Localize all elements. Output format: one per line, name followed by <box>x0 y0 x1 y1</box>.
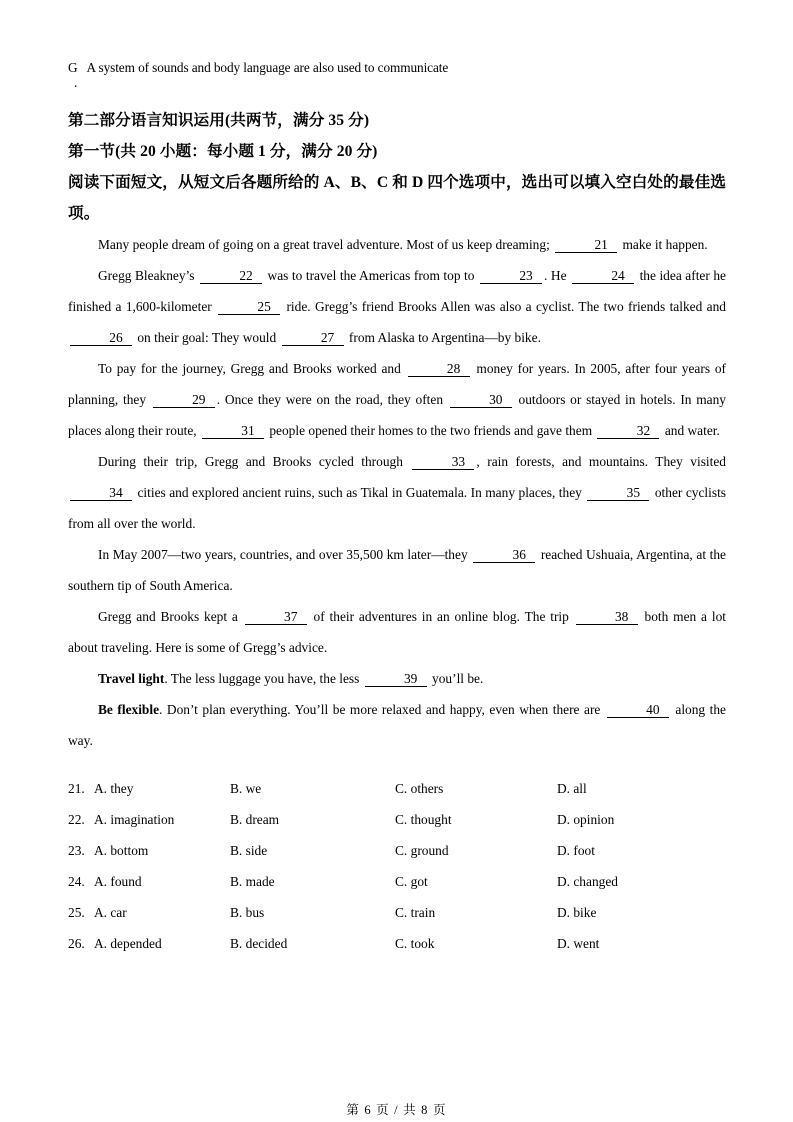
option-choice-b[interactable]: B. we <box>230 781 262 796</box>
carry-over-text: A system of sounds and body language are also used to communicate <box>86 60 449 75</box>
heading-instructions: 阅读下面短文，从短文后各题所给的 A、B、C 和 D 四个选项中，选出可以填入空白处的最佳选项。 <box>68 174 726 222</box>
option-choice-a[interactable]: A. found <box>94 874 142 889</box>
question-number: 24. <box>68 874 85 889</box>
passage-paragraph: Gregg and Brooks kept a 37 of their adventures in an online blog. The trip 38 both men a lot about traveling. Here is some of Gregg’s advice. <box>68 609 726 655</box>
option-choice-c[interactable]: C. took <box>395 936 435 951</box>
question-number: 21. <box>68 781 85 796</box>
option-choice-d[interactable]: D. all <box>557 781 587 796</box>
question-row <box>68 804 726 835</box>
answer-blank-22[interactable]: 22 <box>200 268 262 284</box>
stray-punctuation-mark: . <box>74 75 78 90</box>
heading-part-two: 第二部分语言知识运用(共两节，满分 35 分) <box>68 112 370 129</box>
answer-blank-34[interactable]: 34 <box>70 485 132 501</box>
answer-blank-37[interactable]: 37 <box>245 609 307 625</box>
answer-blank-40[interactable]: 40 <box>607 702 669 718</box>
answer-blank-29[interactable]: 29 <box>153 392 215 408</box>
advice-tip-label: Travel light <box>98 671 165 686</box>
passage-paragraph: During their trip, Gregg and Brooks cycled through 33 , rain forests, and mountains. They visited 34 cities and explored ancient ruins, such as Tikal in Guatemala. In many places, they 35 other cyclists from all over the world. <box>68 454 727 531</box>
answer-blank-21[interactable]: 21 <box>555 237 617 253</box>
answer-blank-25[interactable]: 25 <box>218 299 280 315</box>
option-choice-a[interactable]: A. imagination <box>94 812 175 827</box>
passage-paragraph: Travel light. The less luggage you have, the less 39 you’ll be. <box>98 671 484 686</box>
question-row <box>68 835 726 866</box>
option-choice-c[interactable]: C. others <box>395 781 444 796</box>
option-choice-d[interactable]: D. changed <box>557 874 618 889</box>
answer-blank-27[interactable]: 27 <box>282 330 344 346</box>
answer-blank-24[interactable]: 24 <box>572 268 634 284</box>
option-choice-c[interactable]: C. got <box>395 874 428 889</box>
question-number: 25. <box>68 905 85 920</box>
option-choice-d[interactable]: D. went <box>557 936 600 951</box>
passage-paragraph: Many people dream of going on a great travel adventure. Most of us keep dreaming; 21 make it happen. <box>98 237 708 252</box>
passage-paragraph: To pay for the journey, Gregg and Brooks worked and 28 money for years. In 2005, after four years of planning, they 29 . Once they were on the road, they often 30 outdoors or stayed in hotels. In many places along their route, 31 people opened their homes to the two friends and gave them 32 and water. <box>68 361 726 438</box>
question-options-list <box>68 773 726 959</box>
page-content <box>68 60 726 959</box>
answer-blank-39[interactable]: 39 <box>365 671 427 687</box>
answer-blank-26[interactable]: 26 <box>70 330 132 346</box>
option-choice-c[interactable]: C. train <box>395 905 436 920</box>
option-choice-a[interactable]: A. bottom <box>94 843 149 858</box>
answer-blank-33[interactable]: 33 <box>412 454 474 470</box>
answer-blank-35[interactable]: 35 <box>587 485 649 501</box>
answer-blank-31[interactable]: 31 <box>202 423 264 439</box>
answer-blank-32[interactable]: 32 <box>597 423 659 439</box>
carry-over-label: G <box>68 60 78 75</box>
passage-paragraph: Gregg Bleakney’s 22 was to travel the Americas from top to 23 . He 24 the idea after he finished a 1,600-kilometer 25 ride. Gregg’s friend Brooks Allen was also a cyclist. The two friends talked and 26 on their goal: They would 27 from Alaska to Argentina—by bike. <box>68 268 727 345</box>
question-number: 22. <box>68 812 85 827</box>
option-choice-b[interactable]: B. made <box>230 874 275 889</box>
question-row <box>68 928 726 959</box>
option-choice-b[interactable]: B. dream <box>230 812 280 827</box>
answer-blank-36[interactable]: 36 <box>473 547 535 563</box>
question-number: 23. <box>68 843 85 858</box>
option-choice-d[interactable]: D. opinion <box>557 812 615 827</box>
option-choice-c[interactable]: C. thought <box>395 812 452 827</box>
option-choice-a[interactable]: A. car <box>94 905 127 920</box>
page-footer: 第 6 页 / 共 8 页 <box>346 1103 447 1117</box>
passage-paragraph: Be flexible. Don’t plan everything. You’ll be more relaxed and happy, even when there are 40 along the way. <box>68 702 726 748</box>
heading-section-one: 第一节(共 20 小题：每小题 1 分，满分 20 分) <box>68 143 378 160</box>
option-choice-d[interactable]: D. bike <box>557 905 597 920</box>
option-choice-b[interactable]: B. side <box>230 843 268 858</box>
cloze-passage <box>68 229 726 756</box>
question-number: 26. <box>68 936 85 951</box>
carry-over-line <box>68 60 726 76</box>
option-choice-b[interactable]: B. decided <box>230 936 288 951</box>
advice-tip-label: Be flexible <box>98 702 160 717</box>
question-row <box>68 866 726 897</box>
option-choice-d[interactable]: D. foot <box>557 843 595 858</box>
answer-blank-28[interactable]: 28 <box>408 361 470 377</box>
option-choice-b[interactable]: B. bus <box>230 905 265 920</box>
option-choice-c[interactable]: C. ground <box>395 843 449 858</box>
section-headings <box>68 105 726 229</box>
passage-paragraph: In May 2007—two years, countries, and over 35,500 km later—they 36 reached Ushuaia, Argentina, at the southern tip of South America. <box>68 547 726 593</box>
option-choice-a[interactable]: A. depended <box>94 936 162 951</box>
answer-blank-38[interactable]: 38 <box>576 609 638 625</box>
option-choice-a[interactable]: A. they <box>94 781 134 796</box>
question-row <box>68 897 726 928</box>
question-row <box>68 773 726 804</box>
answer-blank-30[interactable]: 30 <box>450 392 512 408</box>
answer-blank-23[interactable]: 23 <box>480 268 542 284</box>
